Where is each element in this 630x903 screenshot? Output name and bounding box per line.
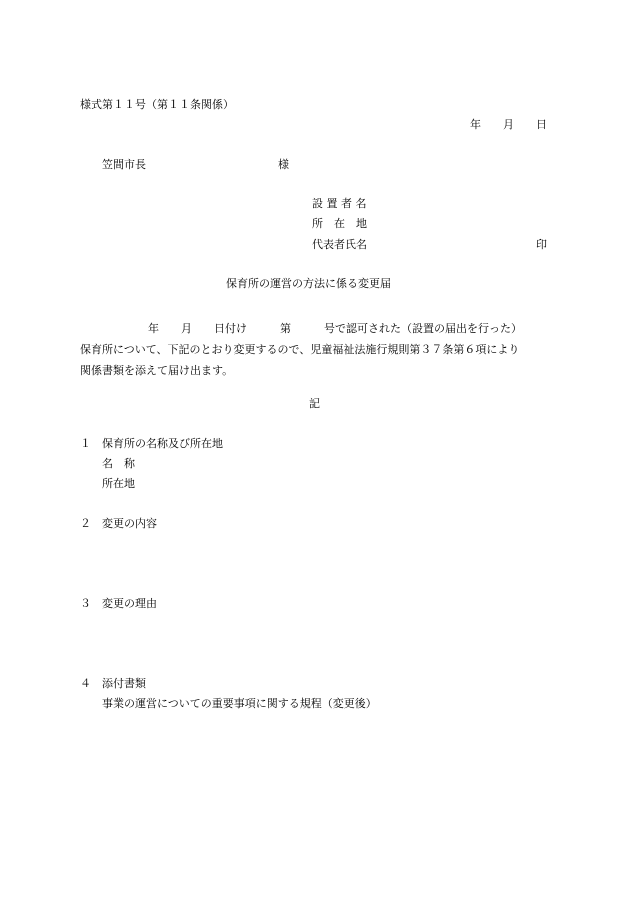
document-title: 保育所の運営の方法に係る変更届 <box>226 277 391 290</box>
item-1-label: 保育所の名称及び所在地 <box>102 437 223 450</box>
item-1-sub-name: 名 称 <box>102 457 135 470</box>
applicant-location-label: 所 在 地 <box>312 217 367 230</box>
addressee: 笠間市長 <box>102 158 146 171</box>
item-3-label: 変更の理由 <box>102 597 157 610</box>
item-3-number: ３ <box>80 597 91 610</box>
seal-mark: 印 <box>536 238 547 251</box>
body-line-2: 保育所について、下記のとおり変更するので、児童福祉法施行規則第３７条第６項により <box>80 343 520 356</box>
item-2-label: 変更の内容 <box>102 517 157 530</box>
ki-heading: 記 <box>309 397 320 410</box>
applicant-representative-label: 代表者氏名 <box>312 238 367 251</box>
body-line-1: 年 月 日付け 第 号で認可された（設置の届出を行った） <box>148 322 522 335</box>
body-paragraph <box>80 318 552 381</box>
item-4-number: ４ <box>80 677 91 690</box>
body-line-3: 関係書類を添えて届け出ます。 <box>80 364 234 377</box>
addressee-honorific: 様 <box>278 158 289 171</box>
item-1-sub-location: 所在地 <box>102 477 135 490</box>
date-line: 年 月 日 <box>470 118 547 131</box>
item-4-label: 添付書類 <box>102 677 146 690</box>
applicant-name-label: 設 置 者 名 <box>312 197 367 210</box>
item-1-number: １ <box>80 437 91 450</box>
item-4-sub-attachment: 事業の運営についての重要事項に関する規程（変更後） <box>102 697 377 710</box>
form-number: 様式第１１号（第１１条関係） <box>80 98 234 111</box>
item-2-number: ２ <box>80 517 91 530</box>
